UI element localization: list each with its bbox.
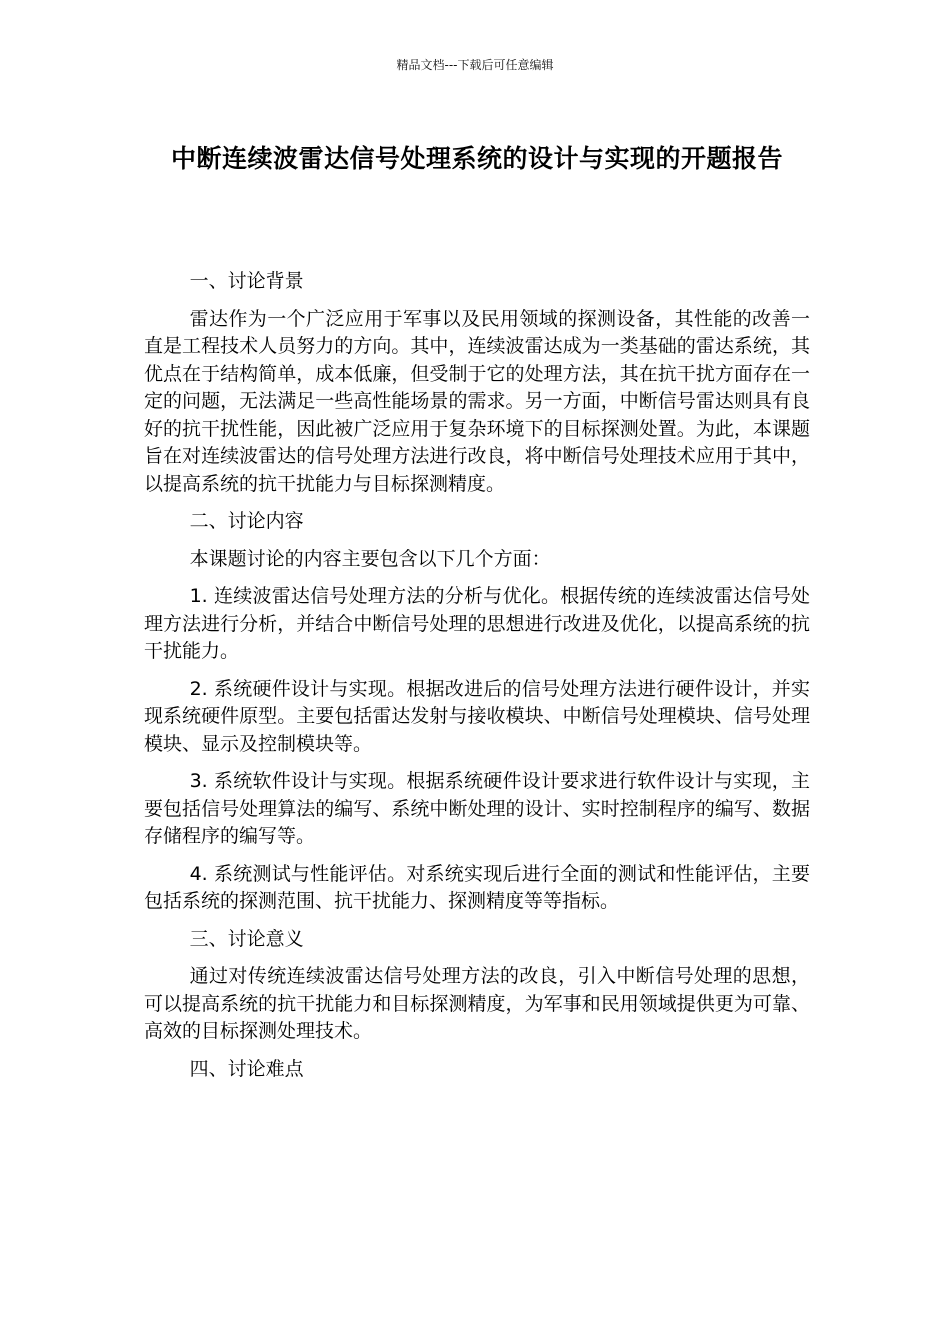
list-item: 1. 连续波雷达信号处理方法的分析与优化。根据传统的连续波雷达信号处理方法进行分析，并结合中断信号处理的思想进行改进及优化，以提高系统的抗干扰能力。 [144,585,810,662]
paragraph: 雷达作为一个广泛应用于军事以及民用领域的探测设备，其性能的改善一直是工程技术人员努力的方向。其中，连续波雷达成为一类基础的雷达系统，其优点在于结构简单，成本低廉，但受制于它的处理方法，其在抗干扰方面存在一定的问题，无法满足一些高性能场景的需求。另一方面，中断信号雷达则具有良好的抗干扰性能，因此被广泛应用于复杂环境下的目标探测处置。为此，本课题旨在对连续波雷达的信号处理方法进行改良，将中断信号处理技术应用于其中，以提高系统的抗干扰能力与目标探测精度。 [144,307,810,495]
page-header: 精品文档---下载后可任意编辑 [396,58,554,72]
paragraph: 本课题讨论的内容主要包含以下几个方面： [189,547,551,570]
document-title: 中断连续波雷达信号处理系统的设计与实现的开题报告 [170,144,783,173]
section-heading-content: 二、讨论内容 [189,510,304,532]
list-item: 4. 系统测试与性能评估。对系统实现后进行全面的测试和性能评估，主要包括系统的探测范围、抗干扰能力、探测精度等等指标。 [144,862,810,912]
list-item: 2. 系统硬件设计与实现。根据改进后的信号处理方法进行硬件设计，并实现系统硬件原型。主要包括雷达发射与接收模块、中断信号处理模块、信号处理模块、显示及控制模块等。 [144,677,810,755]
document-body [144,268,810,1093]
paragraph: 通过对传统连续波雷达信号处理方法的改良，引入中断信号处理的思想，可以提高系统的抗干扰能力和目标探测精度，为军事和民用领域提供更为可靠、高效的目标探测处理技术。 [144,965,810,1042]
section-heading-difficulties: 四、讨论难点 [189,1057,304,1080]
list-item: 3. 系统软件设计与实现。根据系统硬件设计要求进行软件设计与实现，主要包括信号处理算法的编写、系统中断处理的设计、实时控制程序的编写、数据存储程序的编写等。 [144,770,810,847]
section-heading-significance: 三、讨论意义 [189,927,304,950]
section-heading-background: 一、讨论背景 [189,270,304,292]
